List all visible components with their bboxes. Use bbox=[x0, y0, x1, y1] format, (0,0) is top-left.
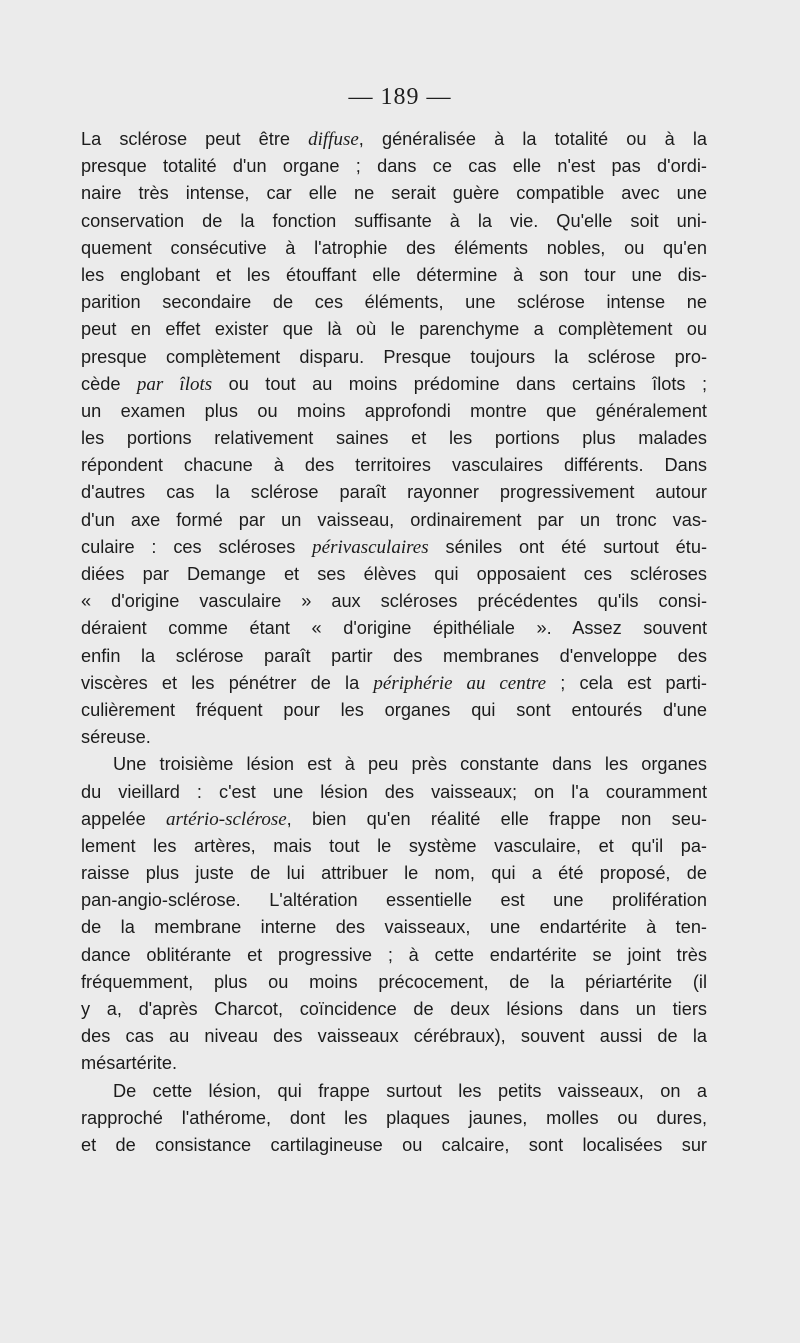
text-line bbox=[81, 969, 707, 996]
text-segment: d'autres cas la sclérose paraît rayonner progressivement autour bbox=[81, 482, 707, 503]
text-segment: culaire : ces scléroses bbox=[81, 536, 313, 557]
italic-term: diffuse bbox=[308, 129, 359, 150]
text-segment: un examen plus ou moins approfondi montre que généralement bbox=[81, 400, 707, 421]
text-segment: ou tout au moins prédomine dans certains îlots ; bbox=[212, 373, 707, 394]
text-segment: dance oblitérante et progressive ; à cette endartérite se joint très bbox=[81, 944, 707, 965]
text-segment: de la membrane interne des vaisseaux, une endartérite à ten- bbox=[81, 917, 707, 938]
text-line bbox=[81, 344, 707, 371]
text-segment: pan-angio-sclérose. L'altération essentielle est une prolifération bbox=[81, 890, 707, 911]
text-line bbox=[81, 208, 707, 235]
text-segment: les portions relativement saines et les portions plus malades bbox=[81, 428, 707, 449]
text-line bbox=[81, 806, 707, 833]
text-line bbox=[81, 643, 707, 670]
text-line bbox=[81, 1050, 707, 1077]
text-line bbox=[81, 371, 707, 398]
text-segment: culièrement fréquent pour les organes qui sont entourés d'une bbox=[81, 699, 707, 720]
text-line bbox=[81, 1023, 707, 1050]
text-line bbox=[81, 1105, 707, 1132]
text-line bbox=[81, 507, 707, 534]
text-segment: naire très intense, car elle ne serait guère compatible avec une bbox=[81, 183, 707, 204]
text-line bbox=[81, 1132, 707, 1159]
text-line bbox=[81, 289, 707, 316]
text-segment: diées par Demange et ses élèves qui opposaient ces scléroses bbox=[81, 564, 707, 584]
text-segment: presque complètement disparu. Presque toujours la sclérose pro- bbox=[81, 346, 707, 367]
text-line bbox=[81, 860, 707, 887]
text-segment: « d'origine vasculaire » aux scléroses précédentes qu'ils consi- bbox=[81, 591, 707, 612]
text-segment: Une troisième lésion est à peu près constante dans les organes bbox=[113, 754, 707, 775]
text-line bbox=[81, 452, 707, 479]
text-segment: des cas au niveau des vaisseaux cérébraux), souvent aussi de la bbox=[81, 1026, 707, 1047]
italic-term: par îlots bbox=[136, 373, 213, 395]
italic-term: artério-sclérose bbox=[166, 808, 287, 830]
text-segment: y a, d'après Charcot, coïncidence de deux lésions dans un tiers bbox=[81, 999, 707, 1019]
text-line bbox=[81, 561, 707, 588]
text-segment: fréquemment, plus ou moins précocement, de la périartérite (il bbox=[81, 971, 707, 992]
text-segment: La sclérose peut être bbox=[81, 129, 309, 149]
text-line bbox=[81, 779, 707, 806]
text-segment: mésartérite. bbox=[81, 1053, 178, 1074]
text-segment: viscères et les pénétrer de la bbox=[81, 672, 374, 693]
page-number: — 189 — bbox=[348, 84, 452, 110]
text-segment: enfin la sclérose paraît partir des membranes d'enveloppe des bbox=[81, 645, 707, 666]
text-line bbox=[81, 235, 707, 262]
text-segment: cède bbox=[81, 373, 137, 394]
text-line bbox=[81, 615, 707, 642]
text-segment: appelée bbox=[81, 808, 166, 829]
text-line bbox=[81, 697, 707, 724]
text-line bbox=[81, 887, 707, 914]
text-segment: parition secondaire de ces éléments, une sclérose intense ne bbox=[81, 292, 707, 313]
text-segment: conservation de la fonction suffisante à la vie. Qu'elle soit uni- bbox=[81, 210, 707, 231]
text-line bbox=[81, 588, 707, 615]
text-line bbox=[81, 126, 707, 153]
italic-term: périvasculaires bbox=[312, 536, 429, 558]
text-line bbox=[81, 180, 707, 207]
text-segment: et de consistance cartilagineuse ou calcaire, sont localisées sur bbox=[81, 1134, 707, 1155]
body-text bbox=[81, 126, 707, 1159]
text-line bbox=[81, 670, 707, 697]
text-segment: , généralisée à la totalité ou à la bbox=[358, 129, 707, 149]
text-segment: séniles ont été surtout étu- bbox=[428, 536, 708, 557]
text-line bbox=[81, 316, 707, 343]
text-line bbox=[81, 153, 707, 180]
text-segment: De cette lésion, qui frappe surtout les petits vaisseaux, on a bbox=[113, 1080, 707, 1101]
text-line bbox=[81, 479, 707, 506]
text-segment: peut en effet exister que là où le parenchyme a complètement ou bbox=[81, 319, 707, 340]
text-segment: d'un axe formé par un vaisseau, ordinairement par un tronc vas- bbox=[81, 509, 707, 530]
text-segment: ; cela est parti- bbox=[546, 672, 707, 693]
text-segment: répondent chacune à des territoires vasculaires différents. Dans bbox=[81, 455, 707, 476]
text-line bbox=[81, 996, 707, 1023]
text-segment: les englobant et les étouffant elle détermine à son tour une dis- bbox=[81, 264, 707, 285]
text-line bbox=[81, 425, 707, 452]
text-segment: , bien qu'en réalité elle frappe non seu- bbox=[286, 808, 707, 829]
text-segment: du vieillard : c'est une lésion des vaisseaux; on l'a couramment bbox=[81, 781, 707, 802]
text-segment: presque totalité d'un organe ; dans ce cas elle n'est pas d'ordi- bbox=[81, 156, 707, 177]
text-segment: rapproché l'athérome, dont les plaques jaunes, molles ou dures, bbox=[81, 1107, 707, 1128]
italic-term: périphérie au centre bbox=[373, 672, 547, 694]
text-segment: quement consécutive à l'atrophie des éléments nobles, ou qu'en bbox=[81, 237, 707, 258]
text-line bbox=[81, 751, 707, 778]
text-line bbox=[81, 942, 707, 969]
text-line bbox=[81, 914, 707, 941]
text-line bbox=[81, 398, 707, 425]
text-line bbox=[81, 724, 707, 751]
text-segment: séreuse. bbox=[81, 727, 151, 748]
text-segment: raisse plus juste de lui attribuer le nom, qui a été proposé, de bbox=[81, 863, 707, 884]
text-line bbox=[81, 262, 707, 289]
text-line bbox=[81, 1078, 707, 1105]
text-line bbox=[81, 534, 707, 561]
text-segment: lement les artères, mais tout le système vasculaire, et qu'il pa- bbox=[81, 835, 707, 856]
text-segment: déraient comme étant « d'origine épithéliale ». Assez souvent bbox=[81, 618, 707, 639]
text-line bbox=[81, 833, 707, 860]
